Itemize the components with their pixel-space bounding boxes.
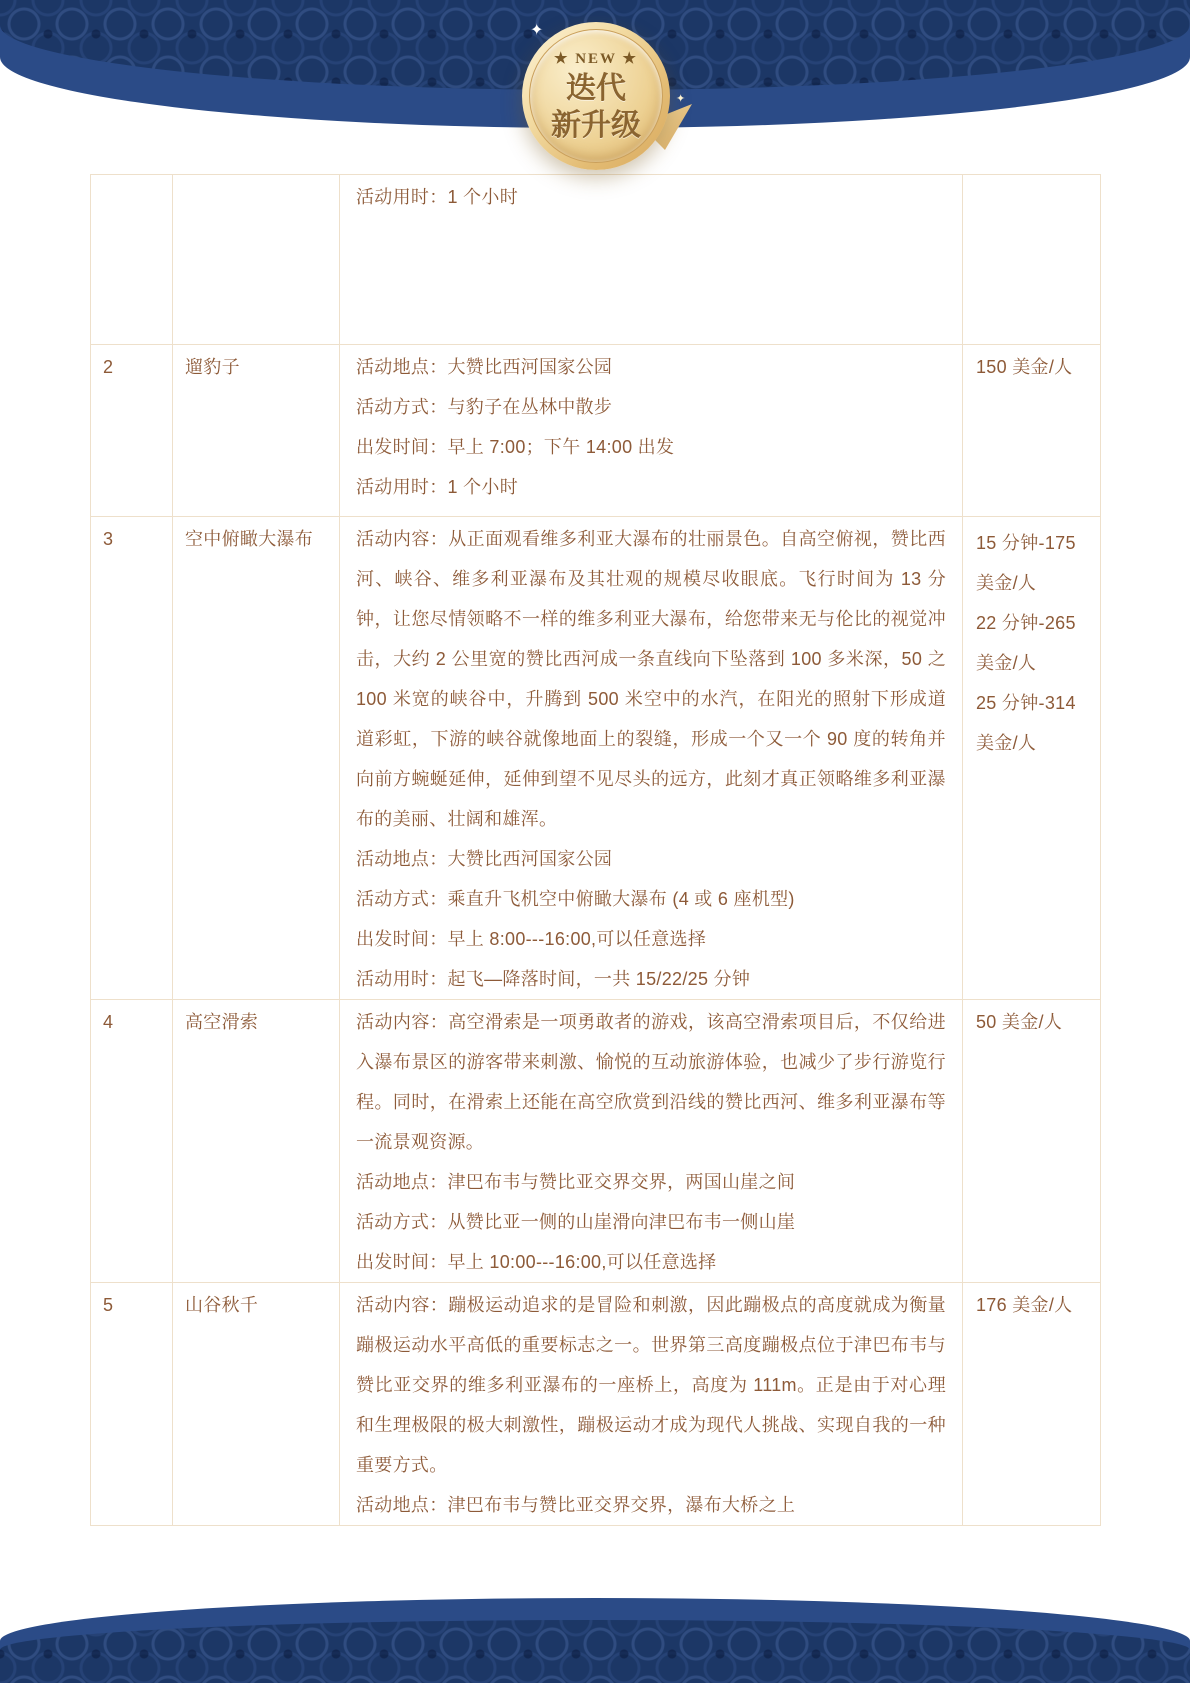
detail-paragraph: 出发时间：早上 10:00---16:00,可以任意选择 [356, 1252, 717, 1272]
price-line: 25 分钟-314 美金/人 [976, 693, 1076, 753]
cell-activity-details [340, 345, 963, 517]
new-upgrade-badge [522, 22, 670, 170]
cell-price [963, 175, 1101, 345]
cell-activity-name: 山谷秋千 [173, 1283, 340, 1526]
price-line: 22 分钟-265 美金/人 [976, 613, 1076, 673]
cell-activity-details [340, 517, 963, 1000]
detail-paragraph: 活动内容：蹦极运动追求的是冒险和刺激，因此蹦极点的高度就成为衡量蹦极运动水平高低的重要标志之一。世界第三高度蹦极点位于津巴布韦与赞比亚交界的维多利亚瀑布的一座桥上，高度为 111m。正是由于对心理和生理极限的极大刺激性，蹦极运动才成为现代人挑战、实现自我的一种重要方式。 [356, 1295, 946, 1475]
price-line: 150 美金/人 [976, 357, 1073, 377]
sparkle-icon: ✦ [530, 22, 544, 39]
price-line: 50 美金/人 [976, 1012, 1063, 1032]
activities-table [90, 174, 1101, 1526]
table-row [91, 1000, 1101, 1283]
detail-paragraph: 活动用时：1 个小时 [356, 477, 519, 497]
badge-title-line1: 迭代 [566, 71, 626, 105]
detail-paragraph: 活动地点：津巴布韦与赞比亚交界交界，两国山崖之间 [356, 1172, 796, 1192]
detail-paragraph: 活动内容：高空滑索是一项勇敢者的游戏，该高空滑索项目后，不仅给进入瀑布景区的游客带来刺激、愉悦的互动旅游体验，也减少了步行游览行程。同时，在滑索上还能在高空欣赏到沿线的赞比西河、维多利亚瀑布等一流景观资源。 [356, 1012, 946, 1152]
cell-activity-details [340, 1283, 963, 1526]
detail-paragraph: 出发时间：早上 8:00---16:00,可以任意选择 [356, 929, 707, 949]
detail-paragraph: 活动地点：大赞比西河国家公园 [356, 849, 613, 869]
price-line: 176 美金/人 [976, 1295, 1073, 1315]
cell-activity-number: 5 [91, 1283, 173, 1526]
detail-paragraph: 活动用时：1 个小时 [356, 187, 519, 207]
badge-title-line2: 新升级 [551, 108, 641, 142]
detail-paragraph: 活动方式：从赞比亚一侧的山崖滑向津巴布韦一侧山崖 [356, 1212, 796, 1232]
cell-activity-name: 遛豹子 [173, 345, 340, 517]
detail-paragraph: 活动方式：乘直升飞机空中俯瞰大瀑布 (4 或 6 座机型) [356, 889, 795, 909]
cell-activity-details [340, 1000, 963, 1283]
cell-price [963, 345, 1101, 517]
cell-price [963, 517, 1101, 1000]
cell-price [963, 1000, 1101, 1283]
table-row [91, 517, 1101, 1000]
table-row [91, 345, 1101, 517]
detail-paragraph: 活动方式：与豹子在丛林中散步 [356, 397, 613, 417]
table-row [91, 175, 1101, 345]
sparkle-icon: ✦ [676, 93, 686, 105]
cell-activity-number [91, 175, 173, 345]
footer-pattern-band [0, 1620, 1190, 1683]
cell-activity-number: 3 [91, 517, 173, 1000]
star-icon: ★ [622, 50, 638, 67]
detail-paragraph: 活动地点：津巴布韦与赞比亚交界交界，瀑布大桥之上 [356, 1495, 796, 1515]
cell-activity-name [173, 175, 340, 345]
cell-activity-details [340, 175, 963, 345]
table-row [91, 1283, 1101, 1526]
cell-price [963, 1283, 1101, 1526]
star-icon: ★ [554, 50, 570, 67]
cell-activity-number: 4 [91, 1000, 173, 1283]
badge-new-text: NEW [575, 50, 617, 67]
cell-activity-name: 高空滑索 [173, 1000, 340, 1283]
detail-paragraph: 活动用时：起飞—降落时间，一共 15/22/25 分钟 [356, 969, 751, 989]
badge-face [529, 29, 663, 163]
badge-new-label [554, 49, 638, 68]
cell-activity-name: 空中俯瞰大瀑布 [173, 517, 340, 1000]
detail-paragraph: 活动地点：大赞比西河国家公园 [356, 357, 613, 377]
cell-activity-number: 2 [91, 345, 173, 517]
detail-paragraph: 活动内容：从正面观看维多利亚大瀑布的壮丽景色。自高空俯视，赞比西河、峡谷、维多利亚瀑布及其壮观的规模尽收眼底。飞行时间为 13 分钟，让您尽情领略不一样的维多利亚大瀑布，给您带来无与伦比的视觉冲击，大约 2 公里宽的赞比西河成一条直线向下坠落到 100 多米深，50 之 100 米宽的峡谷中，升腾到 500 米空中的水汽，在阳光的照射下形成道道彩虹，下游的峡谷就像地面上的裂缝，形成一个又一个 90 度的转角并向前方蜿蜒延伸，延伸到望不见尽头的远方，此刻才真正领略维多利亚瀑布的美丽、壮阔和雄浑。 [356, 529, 946, 829]
detail-paragraph: 出发时间：早上 7:00；下午 14:00 出发 [356, 437, 675, 457]
price-line: 15 分钟-175 美金/人 [976, 533, 1076, 593]
